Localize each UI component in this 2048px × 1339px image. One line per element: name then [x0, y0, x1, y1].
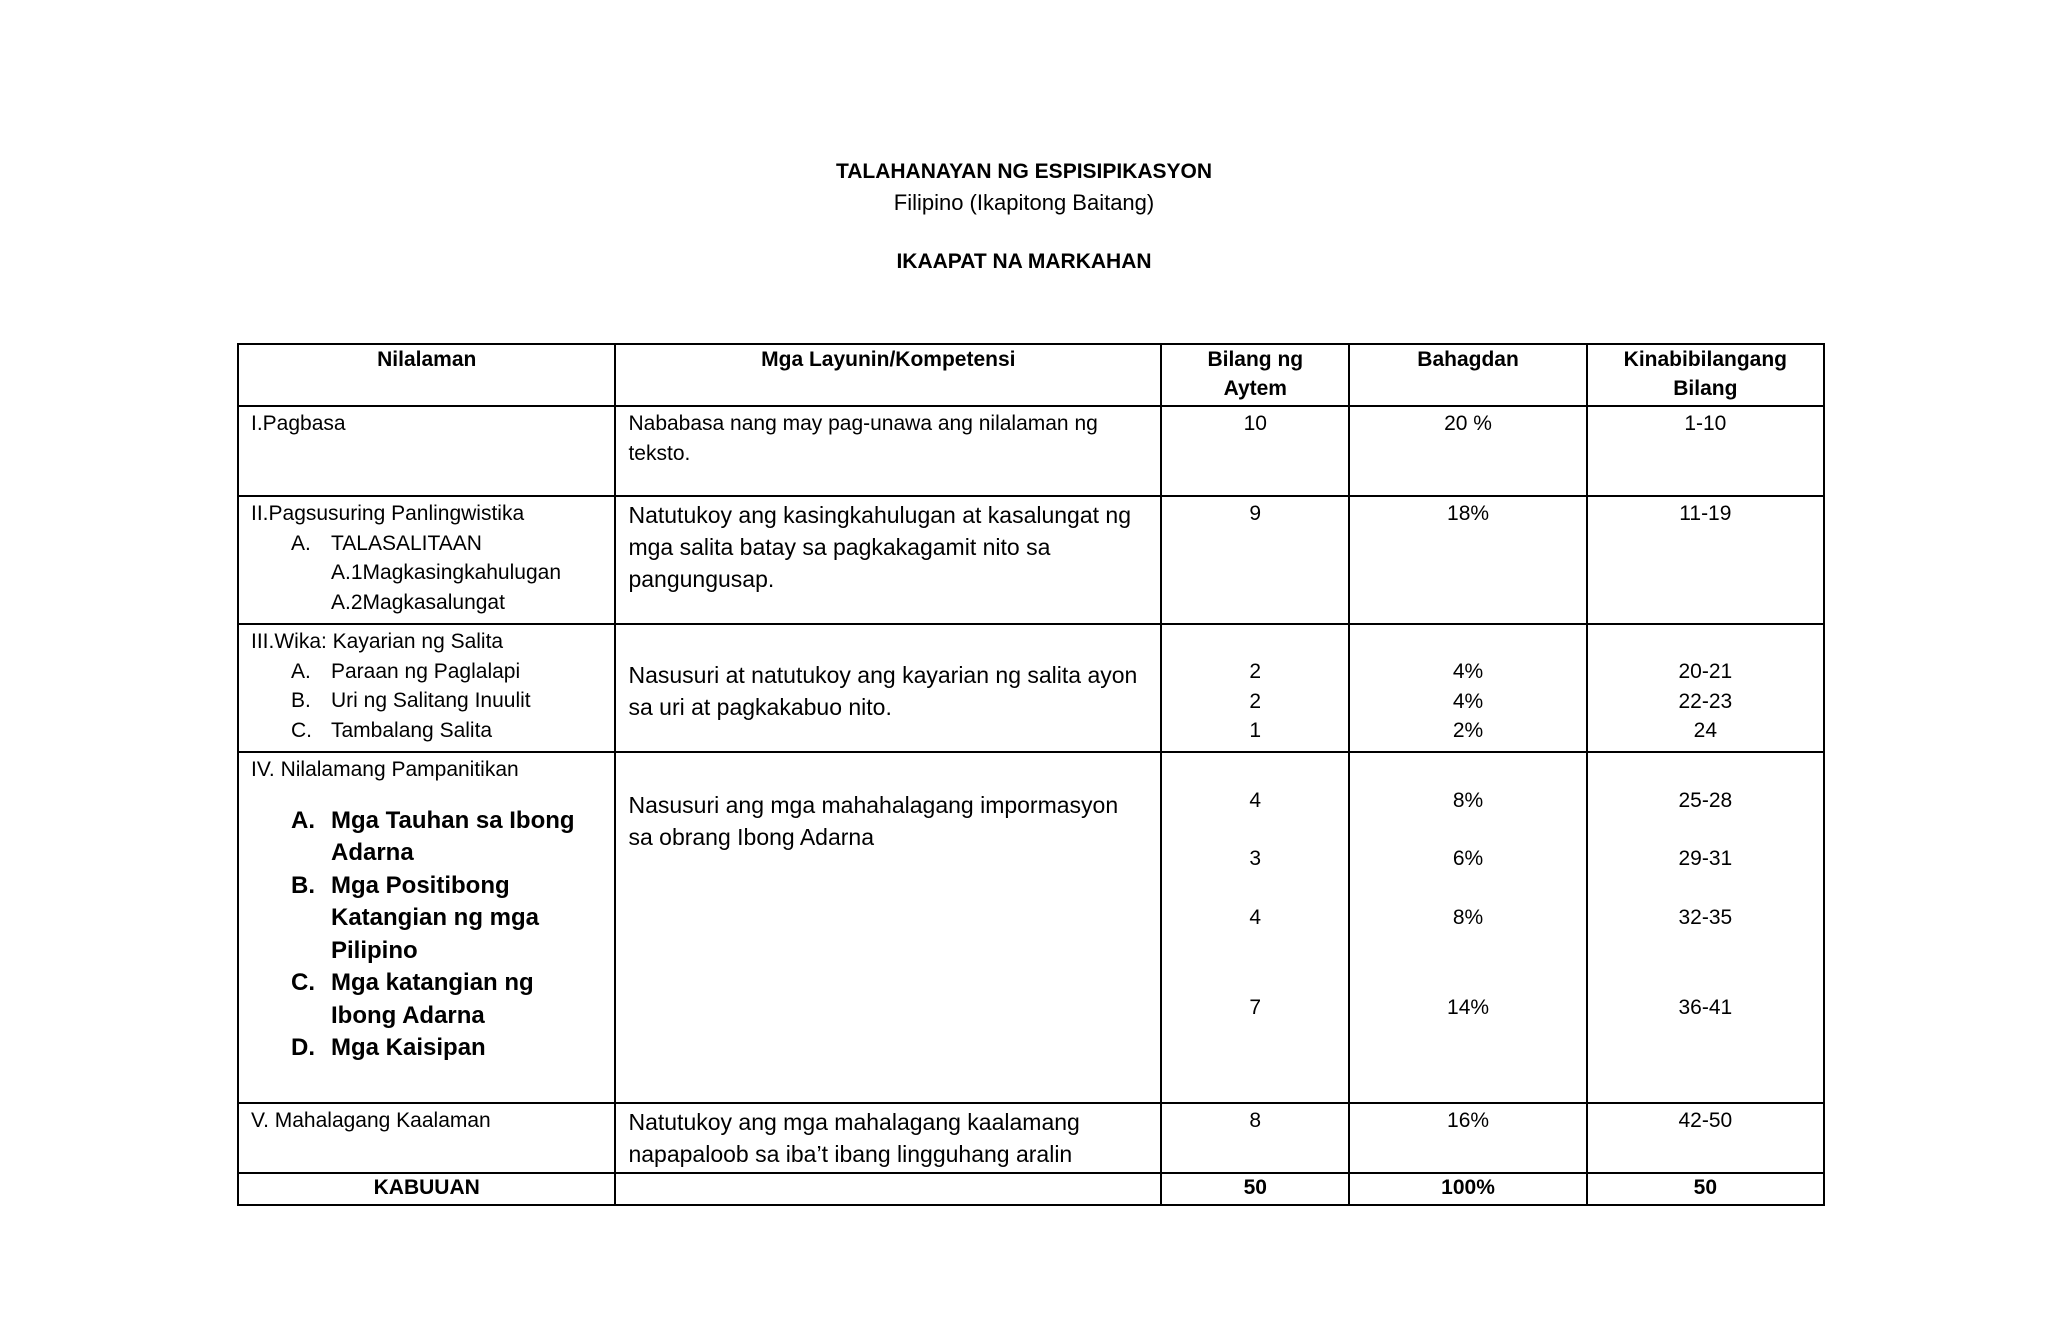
placement-cell	[1587, 752, 1824, 1103]
item-count-value: 1	[1249, 719, 1262, 742]
subtopic-letter: A.	[291, 806, 315, 834]
placement-value: 20-21	[1678, 660, 1733, 683]
subtopic-letter: A.	[291, 659, 311, 683]
content-cell	[238, 496, 615, 624]
content-title: I.Pagbasa	[251, 412, 346, 435]
item-count-cell	[1161, 624, 1349, 752]
percentage-cell: 18%	[1349, 496, 1586, 624]
content-subtopic	[251, 967, 602, 1032]
content-title: V. Mahalagang Kaalaman	[251, 1109, 491, 1132]
total-placement: 50	[1587, 1173, 1824, 1205]
item-count-value: 4	[1249, 789, 1262, 812]
content-cell	[238, 1103, 615, 1173]
objective-text: Nasusuri at natutukoy ang kayarian ng salita ayon sa uri at pagkakabuo nito.	[628, 662, 1138, 720]
percentage-value: 8%	[1452, 906, 1484, 929]
item-count-cell: 9	[1161, 496, 1349, 624]
percentage-cell	[1349, 752, 1586, 1103]
objective-cell: Nababasa nang may pag-unawa ang nilalaman ng teksto.	[615, 406, 1161, 496]
placement-value: 36-41	[1678, 996, 1733, 1019]
subtopic-text: Mga katangian ng Ibong Adarna	[331, 969, 534, 1029]
subtopic-letter: B.	[291, 871, 315, 899]
percentage-value: 6%	[1452, 847, 1484, 870]
percentage-value: 4%	[1452, 689, 1484, 713]
item-count-value: 4	[1249, 906, 1262, 929]
content-sub-subtopic: A.1Magkasingkahulugan	[331, 561, 561, 584]
placement-cell: 11-19	[1587, 496, 1824, 624]
objective-cell: Natutukoy ang mga mahalagang kaalamang napapaloob sa iba’t ibang lingguhang aralin	[615, 1103, 1161, 1173]
content-subtopic	[251, 686, 602, 716]
content-subtopic	[251, 870, 602, 968]
table-row	[238, 752, 1824, 1103]
table-row	[238, 1103, 1824, 1173]
item-count-value: 2	[1249, 660, 1262, 683]
percentage-cell	[1349, 624, 1586, 752]
subtopic-letter: C.	[291, 969, 315, 996]
subtopic-text: Uri ng Salitang Inuulit	[331, 689, 531, 712]
document-subtitle: Filipino (Ikapitong Baitang)	[893, 190, 1155, 215]
placement-value: 24	[1693, 719, 1718, 742]
total-objective	[615, 1173, 1161, 1205]
item-count-cell	[1161, 752, 1349, 1103]
content-subtopic	[251, 716, 602, 746]
table-row	[238, 624, 1824, 752]
content-subtopic	[251, 657, 602, 687]
content-cell	[238, 406, 615, 496]
table-header-row	[238, 344, 1824, 406]
item-count-value: 3	[1249, 847, 1262, 870]
placement-cell: 42-50	[1587, 1103, 1824, 1173]
content-title: II.Pagsusuring Panlingwistika	[251, 502, 525, 525]
column-header-item-placement: Kinabibilangang Bilang	[1587, 344, 1824, 406]
total-items: 50	[1161, 1173, 1349, 1205]
subtopic-text: Mga Kaisipan	[331, 1034, 486, 1061]
total-label: KABUUAN	[238, 1173, 615, 1205]
placement-value: 25-28	[1678, 789, 1733, 812]
column-header-item-count: Bilang ng Aytem	[1161, 344, 1349, 406]
percentage-value: 2%	[1452, 719, 1484, 742]
placement-cell: 1-10	[1587, 406, 1824, 496]
column-header-content: Nilalaman	[238, 344, 615, 406]
placement-cell	[1587, 624, 1824, 752]
total-percentage: 100%	[1349, 1173, 1586, 1205]
content-title: IV. Nilalamang Pampanitikan	[251, 758, 519, 781]
content-cell	[238, 752, 615, 1103]
subtopic-text: Paraan ng Paglalapi	[331, 659, 521, 683]
quarter-heading: IKAAPAT NA MARKAHAN	[896, 250, 1152, 273]
content-sub-subtopic: A.2Magkasalungat	[331, 590, 505, 614]
placement-value: 32-35	[1678, 906, 1733, 929]
item-count-value: 2	[1249, 689, 1262, 713]
objective-text: Nasusuri ang mga mahahalagang impormasyon sa obrang Ibong Adarna	[628, 792, 1119, 850]
subtopic-letter: A.	[291, 531, 311, 555]
item-count-value: 7	[1249, 996, 1262, 1019]
content-subtopic	[251, 529, 602, 559]
subtopic-letter: B.	[291, 689, 311, 712]
subtopic-text: Mga Tauhan sa Ibong Adarna	[331, 806, 575, 866]
objective-cell	[615, 624, 1161, 752]
objective-cell: Natutukoy ang kasingkahulugan at kasalungat ng mga salita batay sa pagkakagamit nito sa pangungusap.	[615, 496, 1161, 624]
percentage-value: 14%	[1447, 996, 1490, 1019]
item-count-cell: 8	[1161, 1103, 1349, 1173]
subtopic-text: Tambalang Salita	[331, 718, 493, 742]
table-row	[238, 496, 1824, 624]
percentage-cell: 20 %	[1349, 406, 1586, 496]
specification-table	[237, 343, 1825, 1206]
subtopic-text: Mga Positibong Katangian ng mga Pilipino	[331, 871, 540, 964]
content-title: III.Wika: Kayarian ng Salita	[251, 630, 504, 653]
placement-value: 22-23	[1678, 689, 1733, 713]
column-header-percentage: Bahagdan	[1349, 344, 1586, 406]
column-header-objectives: Mga Layunin/Kompetensi	[615, 344, 1161, 406]
table-row	[238, 406, 1824, 496]
subtopic-text: TALASALITAAN	[331, 531, 482, 555]
percentage-value: 8%	[1452, 789, 1484, 812]
item-count-cell: 10	[1161, 406, 1349, 496]
placement-value: 29-31	[1678, 847, 1733, 870]
content-subtopic	[251, 1032, 602, 1065]
percentage-cell: 16%	[1349, 1103, 1586, 1173]
objective-cell	[615, 752, 1161, 1103]
total-row	[238, 1173, 1824, 1205]
percentage-value: 4%	[1452, 660, 1484, 683]
document-title: TALAHANAYAN NG ESPISIPIKASYON	[835, 160, 1213, 183]
subtopic-letter: D.	[291, 1034, 315, 1061]
subtopic-letter: C.	[291, 718, 312, 742]
content-subtopic	[251, 805, 602, 870]
content-cell	[238, 624, 615, 752]
